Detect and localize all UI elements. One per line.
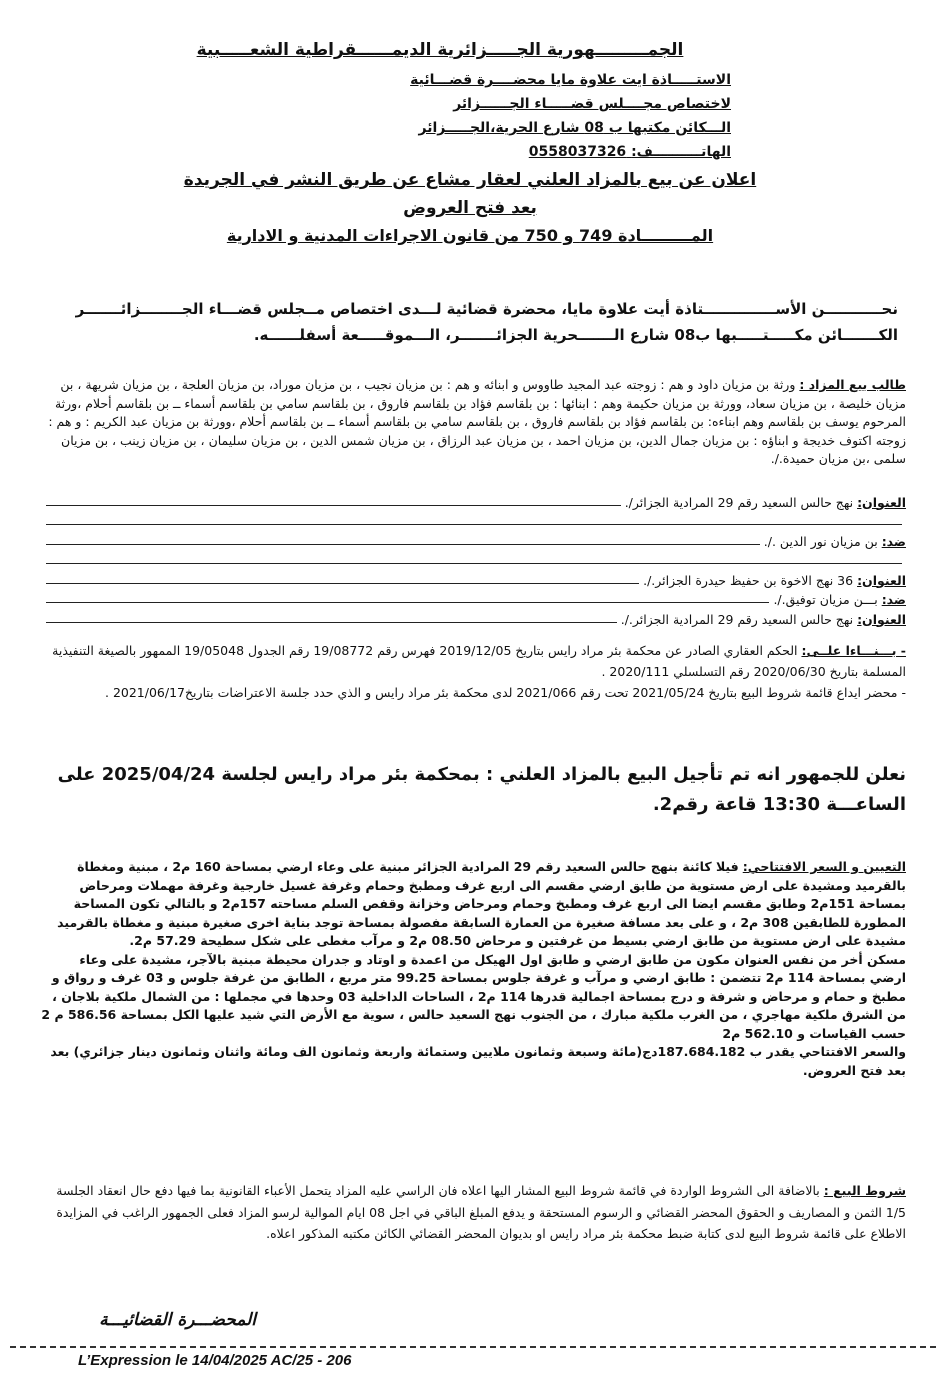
property-villa bbox=[40, 858, 906, 951]
jurisdiction: لاختصاص مجــــلس قضـــــاء الجــــــزائر bbox=[453, 96, 731, 112]
opening-price bbox=[40, 1043, 906, 1080]
party-text: بـــن مزيان توفيق./. bbox=[773, 592, 882, 607]
conditions-label: شروط البيع : bbox=[823, 1183, 906, 1198]
party-text: 36 نهج الاخوة بن حفيظ حيدرة الجزائر./. bbox=[643, 572, 858, 588]
party-line bbox=[46, 529, 906, 549]
party-text: بن مزيان نور الدين ./. bbox=[763, 533, 882, 549]
price-value: 187.684.182دج(مائة وسبعة وثمانون ملايين وستمائة واربعة وثمانون الف ومائة واثنان وثمانون دينار جزائري) بعد بعد فتح العروض. bbox=[50, 1044, 906, 1078]
property-second-dwelling: مسكن أخر من نفس العنوان مكون من طابق ارضي و طابق اول الهيكل من اعمدة و اوتاد و جدران محيطة مبنية بالآجر، مشيدة على وعاء ارضي بمساحة 114 م2 تتضمن : طابق ارضي و مرآب و غرفة جلوس بمساحة 99.25 متر مربع ، الطابق من غرفة جلوس و 03 غرف و رواق و مطبخ و حمام و مرحاض و شرفة و درج بمساحة اجمالية قدرها 114 م2 ، الساحات الداخلية 03 وحدها في مجملها : من الشمال ملكية بلاجان ، من الشرق ملكية مهاجري ، من الغرب ملكية مبارك ، من الجنوب نهج السعيد حالس ، سوية مع الأرض التي شيد عليها الكل بمساحة 586.56 م 2 حسب القياسات و 562.10 م2 bbox=[41, 951, 906, 1041]
auction-announcement: نعلن للجمهور انه تم تأجيل البيع بالمزاد العلني : بمحكمة بئر مراد رايس لجلسة 2025/04/24 على الساعـــة 13:30 قاعة رقم2. bbox=[57, 764, 906, 815]
publication-footer: L’Expression le 14/04/2025 AC/25 - 206 bbox=[78, 1352, 352, 1369]
intro-line-2: الكـــــــائن مكـــــتـــــبها ب08 شارع الـــــــحرية الجزائـــــــر، الـــموقـــــعة أسفلــــــه. bbox=[253, 326, 898, 344]
dotted-fill bbox=[46, 562, 902, 564]
parties-block bbox=[46, 490, 906, 627]
requesters-label: طالب بيع المزاد : bbox=[799, 377, 906, 392]
party-text: نهج حالس السعيد رقم 29 المرادية الجزائر/. bbox=[624, 494, 858, 510]
party-line bbox=[46, 607, 906, 627]
intro-paragraph bbox=[58, 296, 898, 348]
bailiff-signature: المحضـــرة القضائيـــة bbox=[99, 1310, 256, 1330]
notice-title: اعلان عن بيع بالمزاد العلني لعقار مشاع عن طريق النشر في الجريدة bbox=[183, 170, 757, 190]
party-line bbox=[46, 549, 906, 569]
basis-line-1 bbox=[40, 640, 906, 682]
requesters-paragraph bbox=[40, 376, 906, 469]
price-label: والسعر الافتتاحي يقدر ب bbox=[749, 1044, 906, 1059]
party-line bbox=[46, 510, 906, 530]
dotted-fill bbox=[46, 543, 760, 545]
footer-divider bbox=[10, 1346, 936, 1348]
party-label: ضد: bbox=[881, 533, 906, 549]
phone-number: 0558037326 bbox=[528, 144, 627, 160]
sale-conditions bbox=[40, 1180, 906, 1245]
property-description bbox=[40, 858, 906, 1080]
party-line bbox=[46, 568, 906, 588]
notice-titles bbox=[150, 170, 790, 245]
bailiff-header bbox=[171, 68, 731, 164]
property-villa-text: فيلا كائنة بنهج حالس السعيد رقم 29 المرادية الجزائر مبنية على وعاء ارضي بمساحة 160 م2 ، مبنية ومغطاة بالقرميد ومشيدة على ارض مستوية من طابق ارضي مقسم الى اربع غرف ومطبخ وحمام وغرفة غسيل خارجية وغرفة مهملات ومرحاض بمساحة 151م2 وطابق مقسم ايضا الى اربع غرف ومطبخ وحمام ومرحاض وخزانة وقفص السلم مساحته 157م2 و بالتالي تكون المساحة المطورة للطابقين 308 م2 ، و على بعد مسافة صغيرة من العمارة السابقة مفصولة بمساحة توجد بناية اخرى صغيرة مبنية و مغطاة بالقرميد مشيدة على ارض مستوية من طابق ارضي بسيط من غرفتين و مرحاض 08.50 م2 و مرآب مغطى على شكل سطيحة 57.29 م2. bbox=[57, 859, 906, 948]
dotted-fill bbox=[46, 523, 902, 525]
basis-label: - بـــنـــاءا علــى: bbox=[801, 643, 906, 658]
dotted-fill bbox=[46, 504, 621, 506]
party-label: العنوان: bbox=[857, 611, 906, 627]
legal-articles: المـــــــــادة 749 و 750 من قانون الاجراءات المدنية و الادارية bbox=[226, 226, 714, 245]
intro-line-1: نحـــــــــــن الأســــــــــــــتاذة أيت علاوة مايا، محضرة قضائية لـــدى اختصاص مــجلس قضـــاء الجــــــــزائـــــــر bbox=[75, 300, 898, 318]
dotted-fill bbox=[46, 582, 639, 584]
requesters-text: ورثة بن مزيان داود و هم : زوجته عبد المجيد طاووس و ابنائه و هم : بن مزيان نجيب ، بن مزيان موراد، بن مزيان العلجة ، بن مزيان شريهة ، بن مزيان خليصة ، بن مزيان سعاد، وورثة بن مزيان حكيمة وهم : ابنائها : بن بلقاسم فؤاد بن بلقاسم فاروق ، بن بلقاسم سامي بن بلقاسم أسماء ــ بن بلقاسم أحلام ،ورثة المرحوم يوسف بن بلقاسم وهم ابناءه: بن بلقاسم فؤاد بن بلقاسم فاروق ، بن بلقاسم سامي بن بلقاسم أسماء ــ بن بلقاسم أحلام ،وورثة بن مزيان عبد الكريم : و هم : زوجته اكتوف خديجة و ابناؤه : بن مزيان جمال الدين، بن مزيان احمد ، بن مزيان عبد الرزاق ، بن مزيان شمس الدين ، بن مزيان سليمان ، بن مزيان زينب ، بن مزيان سلمى ،بن مزيان حميدة./. bbox=[48, 377, 906, 466]
party-line bbox=[46, 588, 906, 608]
conditions-text: بالاضافة الى الشروط الواردة في قائمة شروط البيع المشار اليها اعلاه فان الراسي عليه المزاد يتحمل الأعباء القانونية بما فيها دفع حال انعقاد الجلسة 1/5 الثمن و المصاريف و الحقوق المحضر القضائي و الرسوم المستحقة و يدفع المبلغ الباقي في اجل 08 ايام الموالية لرسو المزاد فعلى الجمهور الراغب في المزايدة الاطلاع على قائمة شروط البيع لدى كتابة ضبط محكمة بئر مراد رايس او بديوان المحضر القضائي الكائن مكتبه المذكور اعلاه. bbox=[56, 1183, 906, 1241]
notice-subtitle: بعد فتح العروض bbox=[403, 198, 537, 218]
phone-label: الهاتــــــــــف: bbox=[631, 144, 731, 160]
basis-line-2: - محضر ايداع قائمة شروط البيع بتاريخ 2021/05/24 تحت رقم 2021/066 لدى محكمة بئر مراد رايس و الذي حدد جلسة الاعتراضات بتاريخ2021/06/17 . bbox=[104, 685, 906, 700]
property-label: التعيين و السعر الافتتاحي: bbox=[742, 859, 906, 874]
dotted-fill bbox=[46, 621, 617, 623]
party-label: العنوان: bbox=[857, 494, 906, 510]
party-line bbox=[46, 490, 906, 510]
bailiff-name: الاستـــــاذة ايت علاوة مايا محضــــرة قضـــائية bbox=[410, 72, 731, 88]
dotted-fill bbox=[46, 601, 769, 603]
republic-heading: الجمـــــــــهورية الجـــــزائرية الديمــــــقراطية الشعـــــبية bbox=[196, 40, 684, 60]
phone-line bbox=[171, 140, 731, 164]
party-text: نهج حالس السعيد رقم 29 المرادية الجزائر./. bbox=[620, 611, 858, 627]
office-address: الـــكائن مكتبها ب 08 شارع الحرية،الجـــــزائر bbox=[418, 120, 731, 136]
party-label: ضد: bbox=[881, 592, 906, 607]
basis-paragraph bbox=[40, 640, 906, 703]
party-label: العنوان: bbox=[857, 572, 906, 588]
basis-text: الحكم العقاري الصادر عن محكمة بئر مراد رايس بتاريخ 2019/12/05 فهرس رقم 19/08772 رقم الجدول 19/05048 الممهور بالصيغة التنفيذية المسلمة بتاريخ 2020/06/30 رقم التسلسلي 2020/111 . bbox=[52, 643, 906, 679]
